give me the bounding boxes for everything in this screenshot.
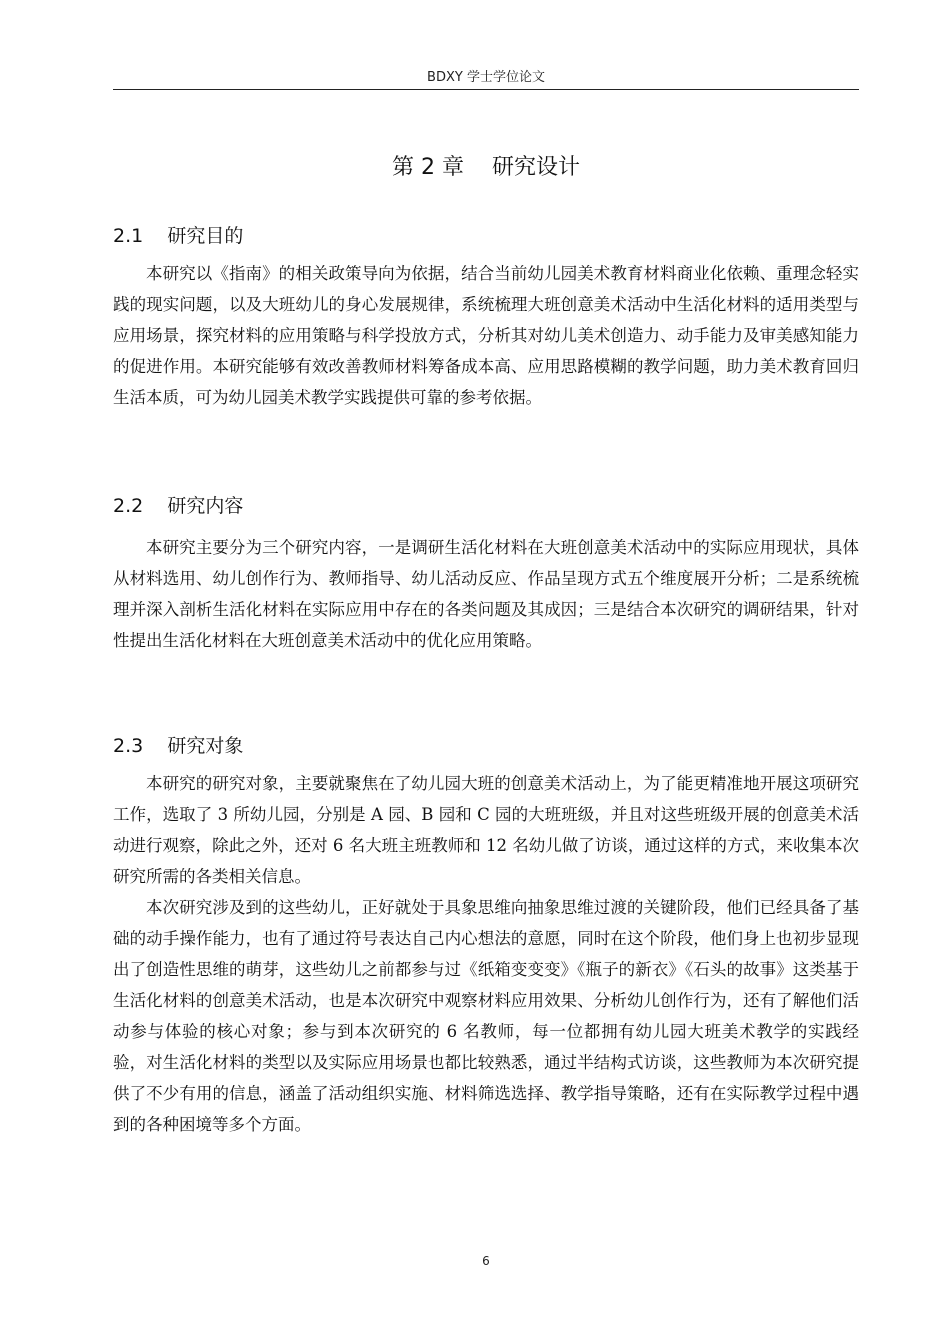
section-heading-research-purpose: 2.1 研究目的 (113, 225, 244, 247)
paragraph-research-subjects-2: 本次研究涉及到的这些幼儿，正好就处于具象思维向抽象思维过渡的关键阶段，他们已经具备了基础的动手操作能力，也有了通过符号表达自己内心想法的意愿，同时在这个阶段，他们身上也初步显现出了创造性思维的萌芽，这些幼儿之前都参与过《纸箱变变变》《瓶子的新衣》《石头的故事》这类基于生活化材料的创意美术活动，也是本次研究中观察材料应用效果、分析幼儿创作行为，还有了解他们活动参与体验的核心对象；参与到本次研究的 6 名教师，每一位都拥有幼儿园大班美术教学的实践经验，对生活化材料的类型以及实际应用场景也都比较熟悉，通过半结构式访谈，这些教师为本次研究提供了不少有用的信息，涵盖了活动组织实施、材料筛选选择、教学指导策略，还有在实际教学过程中遇到的各种困境等多个方面。 (113, 898, 859, 1134)
paragraph-research-content: 本研究主要分为三个研究内容，一是调研生活化材料在大班创意美术活动中的实际应用现状，具体从材料选用、幼儿创作行为、教师指导、幼儿活动反应、作品呈现方式五个维度展开分析；二是系统梳理并深入剖析生活化材料在实际应用中存在的各类问题及其成因；三是结合本次研究的调研结果，针对性提出生活化材料在大班创意美术活动中的优化应用策略。 (113, 538, 859, 650)
header-divider (113, 89, 859, 90)
section-heading-research-subjects: 2.3 研究对象 (113, 735, 244, 757)
section-heading-research-content: 2.2 研究内容 (113, 495, 244, 517)
running-header: BDXY 学士学位论文 (427, 70, 545, 85)
paragraph-research-purpose: 本研究以《指南》的相关政策导向为依据，结合当前幼儿园美术教育材料商业化依赖、重理念轻实践的现实问题，以及大班幼儿的身心发展规律，系统梳理大班创意美术活动中生活化材料的适用类型与应用场景，探究材料的应用策略与科学投放方式，分析其对幼儿美术创造力、动手能力及审美感知能力的促进作用。本研究能够有效改善教师材料筹备成本高、应用思路模糊的教学问题，助力美术教育回归生活本质，可为幼儿园美术教学实践提供可靠的参考依据。 (113, 264, 859, 407)
chapter-title: 第 2 章 研究设计 (392, 155, 580, 180)
page-number: 6 (482, 1254, 490, 1268)
paragraph-research-subjects-1: 本研究的研究对象，主要就聚焦在了幼儿园大班的创意美术活动上，为了能更精准地开展这项研究工作，选取了 3 所幼儿园，分别是 A 园、B 园和 C 园的大班班级，并且对这些班级开展的创意美术活动进行观察，除此之外，还对 6 名大班主班教师和 12 名幼儿做了访谈，通过这样的方式，来收集本次研究所需的各类相关信息。 (113, 774, 859, 886)
